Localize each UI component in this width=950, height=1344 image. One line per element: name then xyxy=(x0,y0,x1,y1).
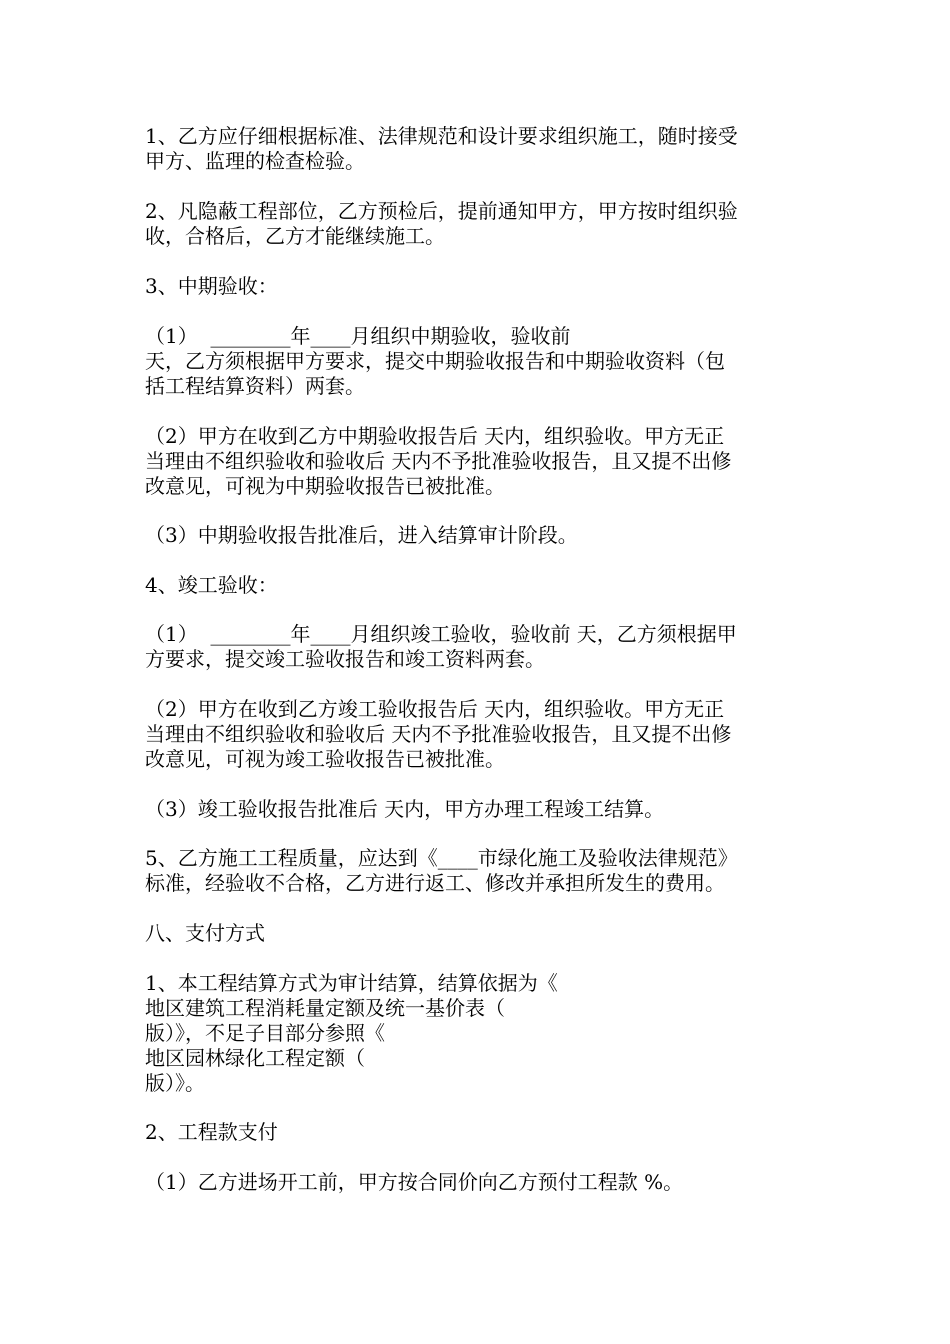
text-line: 地区建筑工程消耗量定额及统一基价表（ xyxy=(145,996,505,1020)
text-line: 当理由不组织验收和验收后 天内不予批准验收报告，且又提不出修 xyxy=(145,722,732,746)
text-line: 版）》。 xyxy=(145,1071,205,1095)
text-line: 改意见，可视为中期验收报告已被批准。 xyxy=(145,474,505,498)
text-line: （3）中期验收报告批准后，进入结算审计阶段。 xyxy=(145,523,578,547)
text-line: 八、支付方式 xyxy=(145,921,265,945)
paragraph-6 xyxy=(145,523,815,548)
text-line: （1） ________年____月组织竣工验收，验收前 天，乙方须根据甲 xyxy=(145,622,737,646)
text-line: 天，乙方须根据甲方要求，提交中期验收报告和中期验收资料（包 xyxy=(145,349,725,373)
paragraph-5 xyxy=(145,424,815,499)
text-line: 1、本工程结算方式为审计结算，结算依据为《 xyxy=(145,971,558,995)
text-line: 收，合格后，乙方才能继续施工。 xyxy=(145,224,445,248)
paragraph-7 xyxy=(145,573,815,598)
paragraph-1 xyxy=(145,124,815,174)
text-line: （2）甲方在收到乙方竣工验收报告后 天内，组织验收。甲方无正 xyxy=(145,697,725,721)
paragraph-8 xyxy=(145,622,815,672)
text-line: 1、乙方应仔细根据标准、法律规范和设计要求组织施工，随时接受 xyxy=(145,124,738,148)
text-line: 标准，经验收不合格，乙方进行返工、修改并承担所发生的费用。 xyxy=(145,871,725,895)
text-line: 2、工程款支付 xyxy=(145,1120,278,1144)
text-line: （1）乙方进场开工前，甲方按合同价向乙方预付工程款 %。 xyxy=(145,1170,684,1194)
text-line: （3）竣工验收报告批准后 天内，甲方办理工程竣工结算。 xyxy=(145,797,665,821)
paragraph-4 xyxy=(145,324,815,399)
text-line: 版）》，不足子目部分参照《 xyxy=(145,1021,385,1045)
text-line: 括工程结算资料）两套。 xyxy=(145,374,365,398)
text-line: 当理由不组织验收和验收后 天内不予批准验收报告，且又提不出修 xyxy=(145,449,732,473)
text-line: 改意见，可视为竣工验收报告已被批准。 xyxy=(145,747,505,771)
paragraph-11 xyxy=(145,846,815,896)
paragraph-15 xyxy=(145,1170,815,1195)
paragraph-13 xyxy=(145,971,815,1096)
section-heading xyxy=(145,921,815,946)
text-line: （1） ________年____月组织中期验收，验收前 xyxy=(145,324,571,348)
paragraph-9 xyxy=(145,697,815,772)
text-line: 2、凡隐蔽工程部位，乙方预检后，提前通知甲方，甲方按时组织验 xyxy=(145,199,738,223)
paragraph-10 xyxy=(145,797,815,822)
paragraph-14 xyxy=(145,1120,815,1145)
text-line: 方要求，提交竣工验收报告和竣工资料两套。 xyxy=(145,647,545,671)
paragraph-2 xyxy=(145,199,815,249)
text-line: 甲方、监理的检查检验。 xyxy=(145,149,365,173)
text-line: 5、乙方施工工程质量，应达到《____市绿化施工及验收法律规范》 xyxy=(145,846,738,870)
paragraph-3 xyxy=(145,274,815,299)
text-line: 地区园林绿化工程定额（ xyxy=(145,1046,365,1070)
text-line: 4、竣工验收： xyxy=(145,573,278,597)
text-line: 3、中期验收： xyxy=(145,274,278,298)
text-line: （2）甲方在收到乙方中期验收报告后 天内，组织验收。甲方无正 xyxy=(145,424,725,448)
